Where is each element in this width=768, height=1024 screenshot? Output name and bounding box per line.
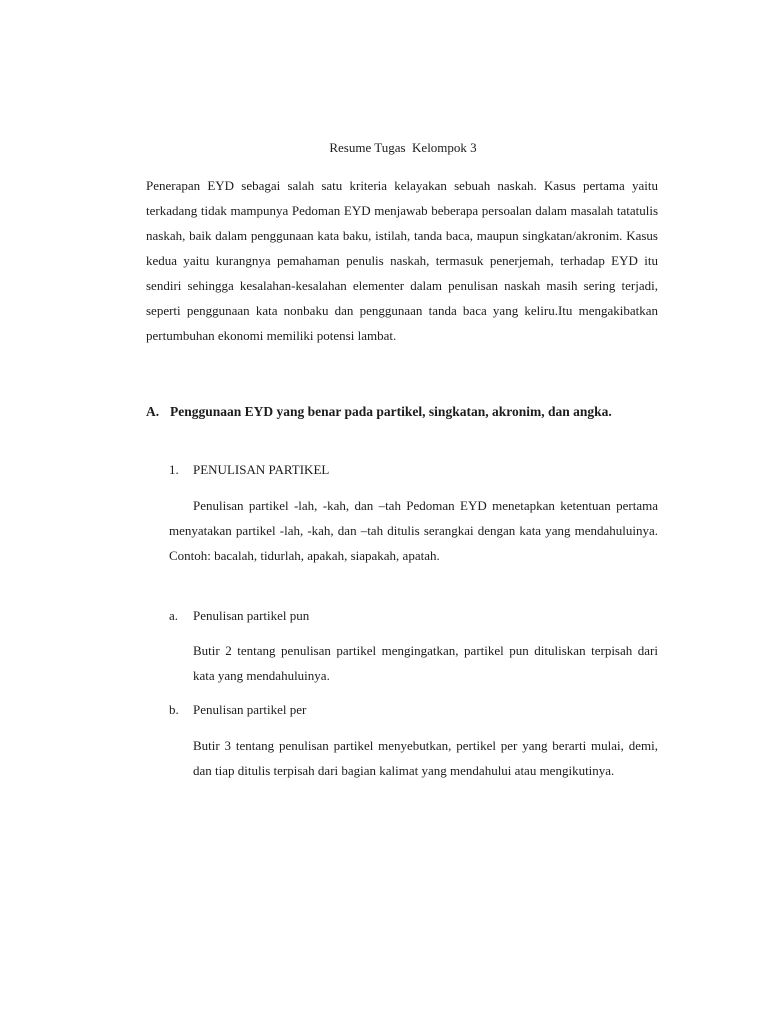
- sub-a-heading-text: Penulisan partikel pun: [193, 608, 310, 623]
- document-title: Resume Tugas Kelompok 3: [329, 140, 477, 155]
- item-1-heading: [169, 458, 329, 482]
- section-a-heading: [146, 399, 658, 424]
- sub-b-paragraph: Butir 3 tentang penulisan partikel menyebutkan, pertikel per yang berarti mulai, demi, dan tiap ditulis terpisah dari bagian kalimat yang mendahului atau mengikutinya.: [193, 738, 658, 778]
- sub-a-heading: [169, 604, 309, 628]
- sub-a-marker: a.: [169, 608, 179, 623]
- item-1-number: 1.: [169, 462, 179, 477]
- section-a-marker: A.: [146, 404, 160, 419]
- sub-b-marker: b.: [169, 702, 179, 717]
- sub-b-heading: [169, 698, 306, 722]
- sub-a-paragraph: Butir 2 tentang penulisan partikel mengingatkan, partikel pun dituliskan terpisah dari kata yang mendahuluinya.: [193, 643, 658, 683]
- item-1-heading-text: PENULISAN PARTIKEL: [193, 462, 330, 477]
- section-a-heading-text: Penggunaan EYD yang benar pada partikel, singkatan, akronim, dan angka.: [170, 404, 612, 419]
- item-1-paragraph: Penulisan partikel -lah, -kah, dan –tah Pedoman EYD menetapkan ketentuan pertama menyatakan partikel -lah, -kah, dan –tah ditulis serangkai dengan kata yang mendahuluinya. Contoh: bacalah, tidurlah, apakah, siapakah, apatah.: [169, 498, 658, 563]
- sub-b-heading-text: Penulisan partikel per: [193, 702, 307, 717]
- intro-paragraph: Penerapan EYD sebagai salah satu kriteria kelayakan sebuah naskah. Kasus pertama yaitu terkadang tidak mampunya Pedoman EYD menjawab beberapa persoalan dalam masalah tatatulis naskah, baik dalam penggunaan kata baku, istilah, tanda baca, maupun singkatan/akronim. Kasus kedua yaitu kurangnya pemahaman penulis naskah, termasuk penerjemah, terhadap EYD itu sendiri sehingga kesalahan-kesalahan elementer dalam penulisan naskah masih sering terjadi, seperti penggunaan kata nonbaku dan penggunaan tanda baca yang keliru.Itu mengakibatkan pertumbuhan ekonomi memiliki potensi lambat.: [146, 178, 658, 343]
